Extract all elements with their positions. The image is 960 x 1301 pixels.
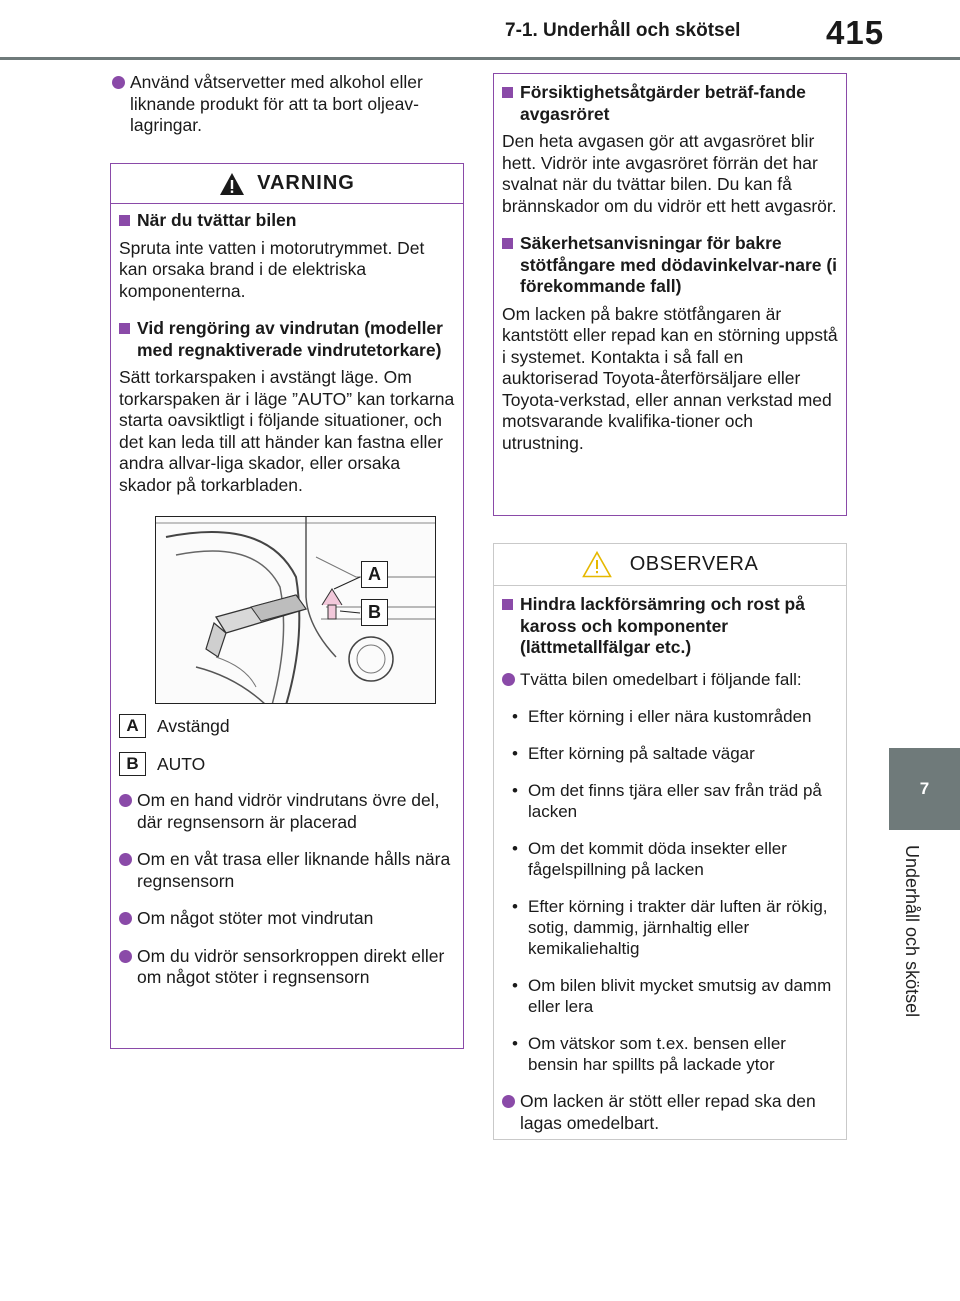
bullet-dot-icon: [502, 1095, 515, 1108]
warning-bullet-text: Om något stöter mot vindrutan: [137, 908, 374, 928]
bullet-dot-icon: [119, 794, 132, 807]
list-item: • Efter körning i trakter där luften är rökig, sotig, dammig, järnhaltig eller kemikaliehaltig: [502, 896, 838, 959]
square-bullet-icon: [502, 87, 513, 98]
exhaust-heading-text: Försiktighetsåtgärder beträf-fande avgasröret: [520, 82, 806, 124]
list-item: • Om det finns tjära eller sav från träd på lacken: [502, 780, 838, 822]
observera-final-bullet-text: Om lacken är stött eller repad ska den lagas omedelbart.: [520, 1091, 816, 1133]
bumper-text: Om lacken på bakre stötfångaren är kantstött eller repad kan en störning uppstå i systemet. Kontakta i så fall en auktoriserad Toyota-återförsäljare eller Toyota-verkstad, eller annan verkstad med motsvarande kvalifika-tioner och utrustning.: [502, 303, 838, 453]
bullet-dot-icon: [119, 912, 132, 925]
caution-triangle-icon: [582, 551, 612, 578]
square-bullet-icon: [502, 238, 513, 249]
warning-bullet: [119, 849, 455, 892]
observera-heading-text: Hindra lackförsämring och rost på kaross och komponenter (lättmetallfälgar etc.): [520, 594, 805, 657]
warning-header: [111, 164, 463, 204]
warning-triangle-icon: [219, 172, 245, 196]
observera-heading: [502, 594, 838, 659]
caution-continued-box: [493, 73, 847, 516]
chapter-tab: [889, 748, 960, 830]
list-item: • Efter körning i eller nära kustområden: [502, 706, 838, 727]
list-item: • Om vätskor som t.ex. bensen eller bensin har spillts på lackade ytor: [502, 1033, 838, 1075]
observera-header: [494, 544, 846, 586]
bullet-dot-icon: [119, 853, 132, 866]
warning-heading-washing: [119, 210, 455, 232]
square-bullet-icon: [119, 323, 130, 334]
warning-body: [111, 204, 463, 989]
bullet-dot-icon: [502, 673, 515, 686]
legend-key-a: A: [119, 714, 146, 738]
section-title: 7-1. Underhåll och skötsel: [505, 20, 741, 41]
warning-bullet: [119, 946, 455, 989]
exhaust-text: Den heta avgasen gör att avgasröret blir hett. Vidrör inte avgasröret förrän det har svalnat när du tvättar bilen. Du kan få brännskador om du vidrör ett hett avgasrör.: [502, 131, 837, 216]
observera-final-bullet: [502, 1091, 838, 1134]
observera-title: OBSERVERA: [629, 553, 759, 575]
bullet-dot-icon: [112, 76, 125, 89]
wiper-lever-figure: [155, 516, 436, 704]
list-item: • Efter körning på saltade vägar: [502, 743, 838, 764]
warning-bullet-text: Om du vidrör sensorkroppen direkt eller om något stöter i regnsensorn: [137, 945, 445, 987]
intro-bullet-text: Använd våtservetter med alkohol eller liknande produkt för att ta bort oljeav-lagringar.: [130, 72, 423, 135]
warning-text-washing: Spruta inte vatten i motorutrymmet. Det kan orsaka brand i de elektriska komponenterna.: [119, 237, 425, 301]
figure-callout-a: A: [361, 561, 388, 588]
warning-box: [110, 163, 464, 1049]
header-rule: [0, 57, 960, 60]
observera-bullet-intro: [502, 669, 838, 691]
warning-bullet: [119, 908, 455, 930]
legend-row-b: [119, 752, 455, 776]
observera-bullet-intro-text: Tvätta bilen omedelbart i följande fall:: [520, 669, 802, 689]
legend-text-b: AUTO: [157, 754, 206, 774]
legend-text-a: Avstängd: [157, 716, 230, 736]
square-bullet-icon: [502, 599, 513, 610]
warning-bullet-text: Om en våt trasa eller liknande hålls nära regnsensorn: [137, 849, 451, 891]
warning-heading-windshield: [119, 318, 455, 361]
warning-bullet: [119, 790, 455, 833]
warning-title: VARNING: [257, 172, 355, 194]
bullet-dot-icon: [119, 950, 132, 963]
warning-heading-windshield-text: Vid rengöring av vindrutan (modeller med regnaktiverade vindrutetorkare): [137, 318, 443, 360]
observera-box: [493, 543, 847, 1140]
list-item: • Om det kommit döda insekter eller fågelspillning på lacken: [502, 838, 838, 880]
bumper-heading-text: Säkerhetsanvisningar för bakre stötfångare med dödavinkelvar-nare (i förekommande fall): [520, 233, 838, 296]
legend-key-b: B: [119, 752, 146, 776]
chapter-label: Underhåll och skötsel: [902, 845, 922, 1018]
list-item: • Om bilen blivit mycket smutsig av damm eller lera: [502, 975, 838, 1017]
warning-bullet-text: Om en hand vidrör vindrutans övre del, där regnsensorn är placerad: [137, 790, 440, 832]
figure-callout-b: B: [361, 599, 388, 626]
observera-body: [494, 586, 846, 1134]
warning-heading-washing-text: När du tvättar bilen: [137, 210, 297, 230]
chapter-number: 7: [919, 779, 930, 798]
exhaust-heading: [502, 82, 838, 125]
square-bullet-icon: [119, 215, 130, 226]
intro-bullet: [112, 72, 464, 137]
bumper-heading: [502, 233, 838, 298]
warning-text-windshield: Sätt torkarspaken i avstängt läge. Om torkarspaken är i läge ”AUTO” kan torkarna starta oavsiktligt i följande situationer, och det kan leda till att händer kan fastna eller andra allvar-liga skador, eller orsaka skador på torkarbladen.: [119, 367, 455, 495]
legend-row-a: [119, 714, 455, 738]
page-number: 415: [826, 14, 885, 51]
wiper-lever-illustration: [156, 517, 436, 704]
